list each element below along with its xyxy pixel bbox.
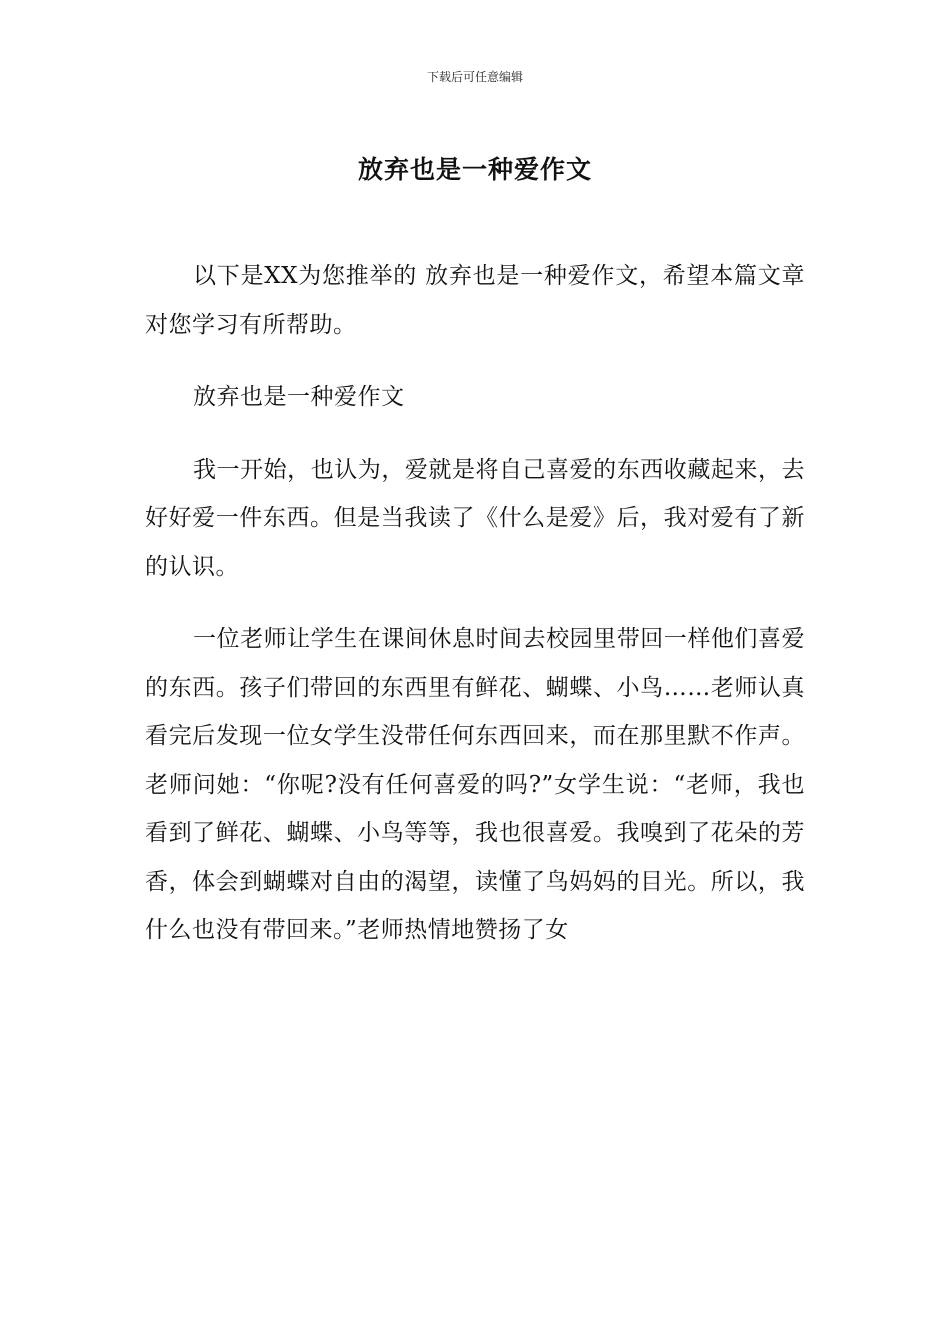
section-heading: 放弃也是一种爱作文	[193, 384, 405, 410]
body-paragraph: 一位老师让学生在课间休息时间去校园里带回一样他们喜爱的东西。孩子们带回的东西里有鲜花、蝴蝶、小鸟……老师认真看完后发现一位女学生没带任何东西回来，而在那里默不作声。老师问她：“你呢?没有任何喜爱的吗?”女学生说：“老师，我也看到了鲜花、蝴蝶、小鸟等等，我也很喜爱。我嗅到了花朵的芳香，体会到蝴蝶对自由的渴望，读懂了鸟妈妈的目光。所以，我什么也没有带回来。”老师热情地赞扬了女	[145, 626, 805, 943]
document-title: 放弃也是一种爱作文	[357, 154, 592, 184]
body-paragraph: 我一开始，也认为，爱就是将自己喜爱的东西收藏起来，去好好爱一件东西。但是当我读了《什么是爱》后，我对爱有了新的认识。	[145, 456, 805, 580]
download-edit-note: 下载后可任意编辑	[426, 70, 523, 84]
document-body	[145, 252, 805, 979]
intro-paragraph: 以下是XX为您推举的 放弃也是一种爱作文，希望本篇文章对您学习有所帮助。	[145, 263, 805, 338]
